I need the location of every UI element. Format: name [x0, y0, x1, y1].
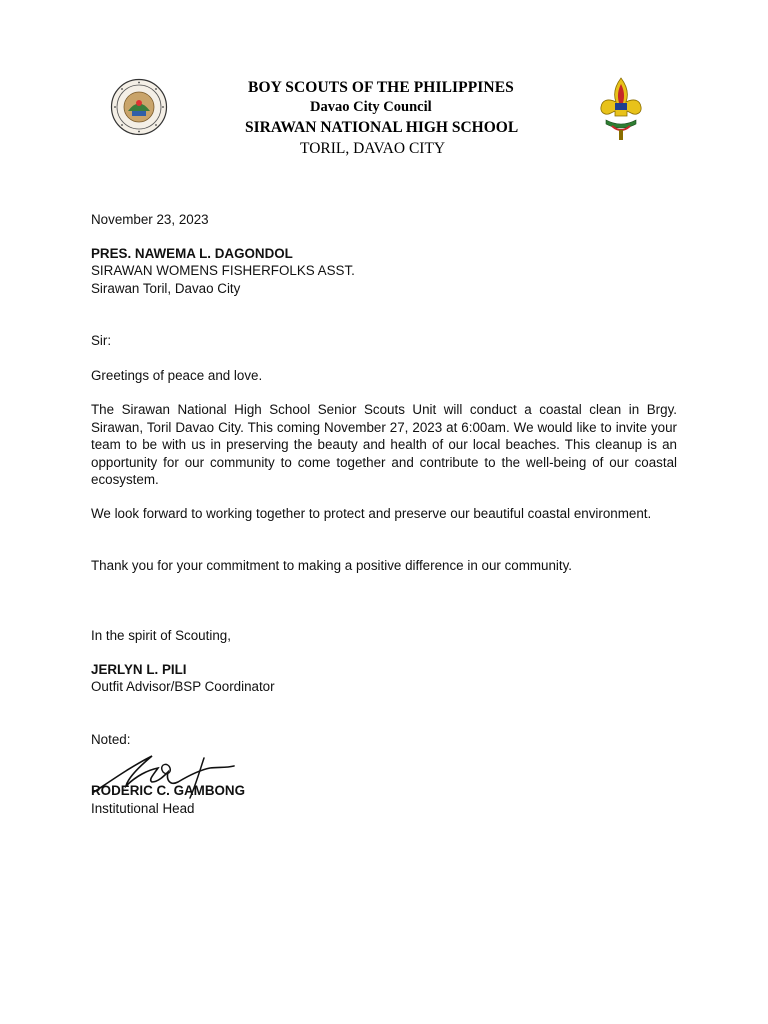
- signatory-title: Outfit Advisor/BSP Coordinator: [91, 679, 275, 694]
- school-seal-icon: [110, 78, 168, 136]
- school-heading: SIRAWAN NATIONAL HIGH SCHOOL: [245, 119, 519, 136]
- signatory-name: JERLYN L. PILI: [91, 662, 187, 677]
- recipient-name: PRES. NAWEMA L. DAGONDOL: [91, 246, 293, 261]
- handwritten-signature-icon: [92, 752, 242, 802]
- organization-heading: BOY SCOUTS OF THE PHILIPPINES: [248, 79, 514, 96]
- recipient-organization: SIRAWAN WOMENS FISHERFOLKS ASST.: [91, 263, 355, 278]
- location-heading: TORIL, DAVAO CITY: [300, 140, 446, 157]
- noted-label: Noted:: [91, 732, 131, 747]
- body-paragraph-1: The Sirawan National High School Senior Scouts Unit will conduct a coastal clean in Brgy. Sirawan, Toril Davao City. This coming November 27, 2023 at 6:00am. We would like to invite your team to be with us in preserving the beauty and health of our local beaches. This cleanup is an opportunity for our community to come together and contribute to the well-being of our coastal ecosystem.: [91, 402, 677, 487]
- noted-by-title: Institutional Head: [91, 801, 195, 816]
- closing: In the spirit of Scouting,: [91, 628, 231, 643]
- body-paragraph-3: Thank you for your commitment to making a positive difference in our community.: [91, 558, 573, 573]
- salutation: Sir:: [91, 333, 112, 348]
- body-paragraph-2: We look forward to working together to protect and preserve our beautiful coastal environment.: [91, 506, 652, 521]
- noted-by-name: RODERIC C. GAMBONG: [91, 783, 245, 798]
- greeting: Greetings of peace and love.: [91, 368, 263, 383]
- recipient-address: Sirawan Toril, Davao City: [91, 281, 241, 296]
- letter-date: November 23, 2023: [91, 212, 209, 227]
- bsp-emblem-icon: [598, 76, 644, 142]
- council-heading: Davao City Council: [310, 99, 432, 115]
